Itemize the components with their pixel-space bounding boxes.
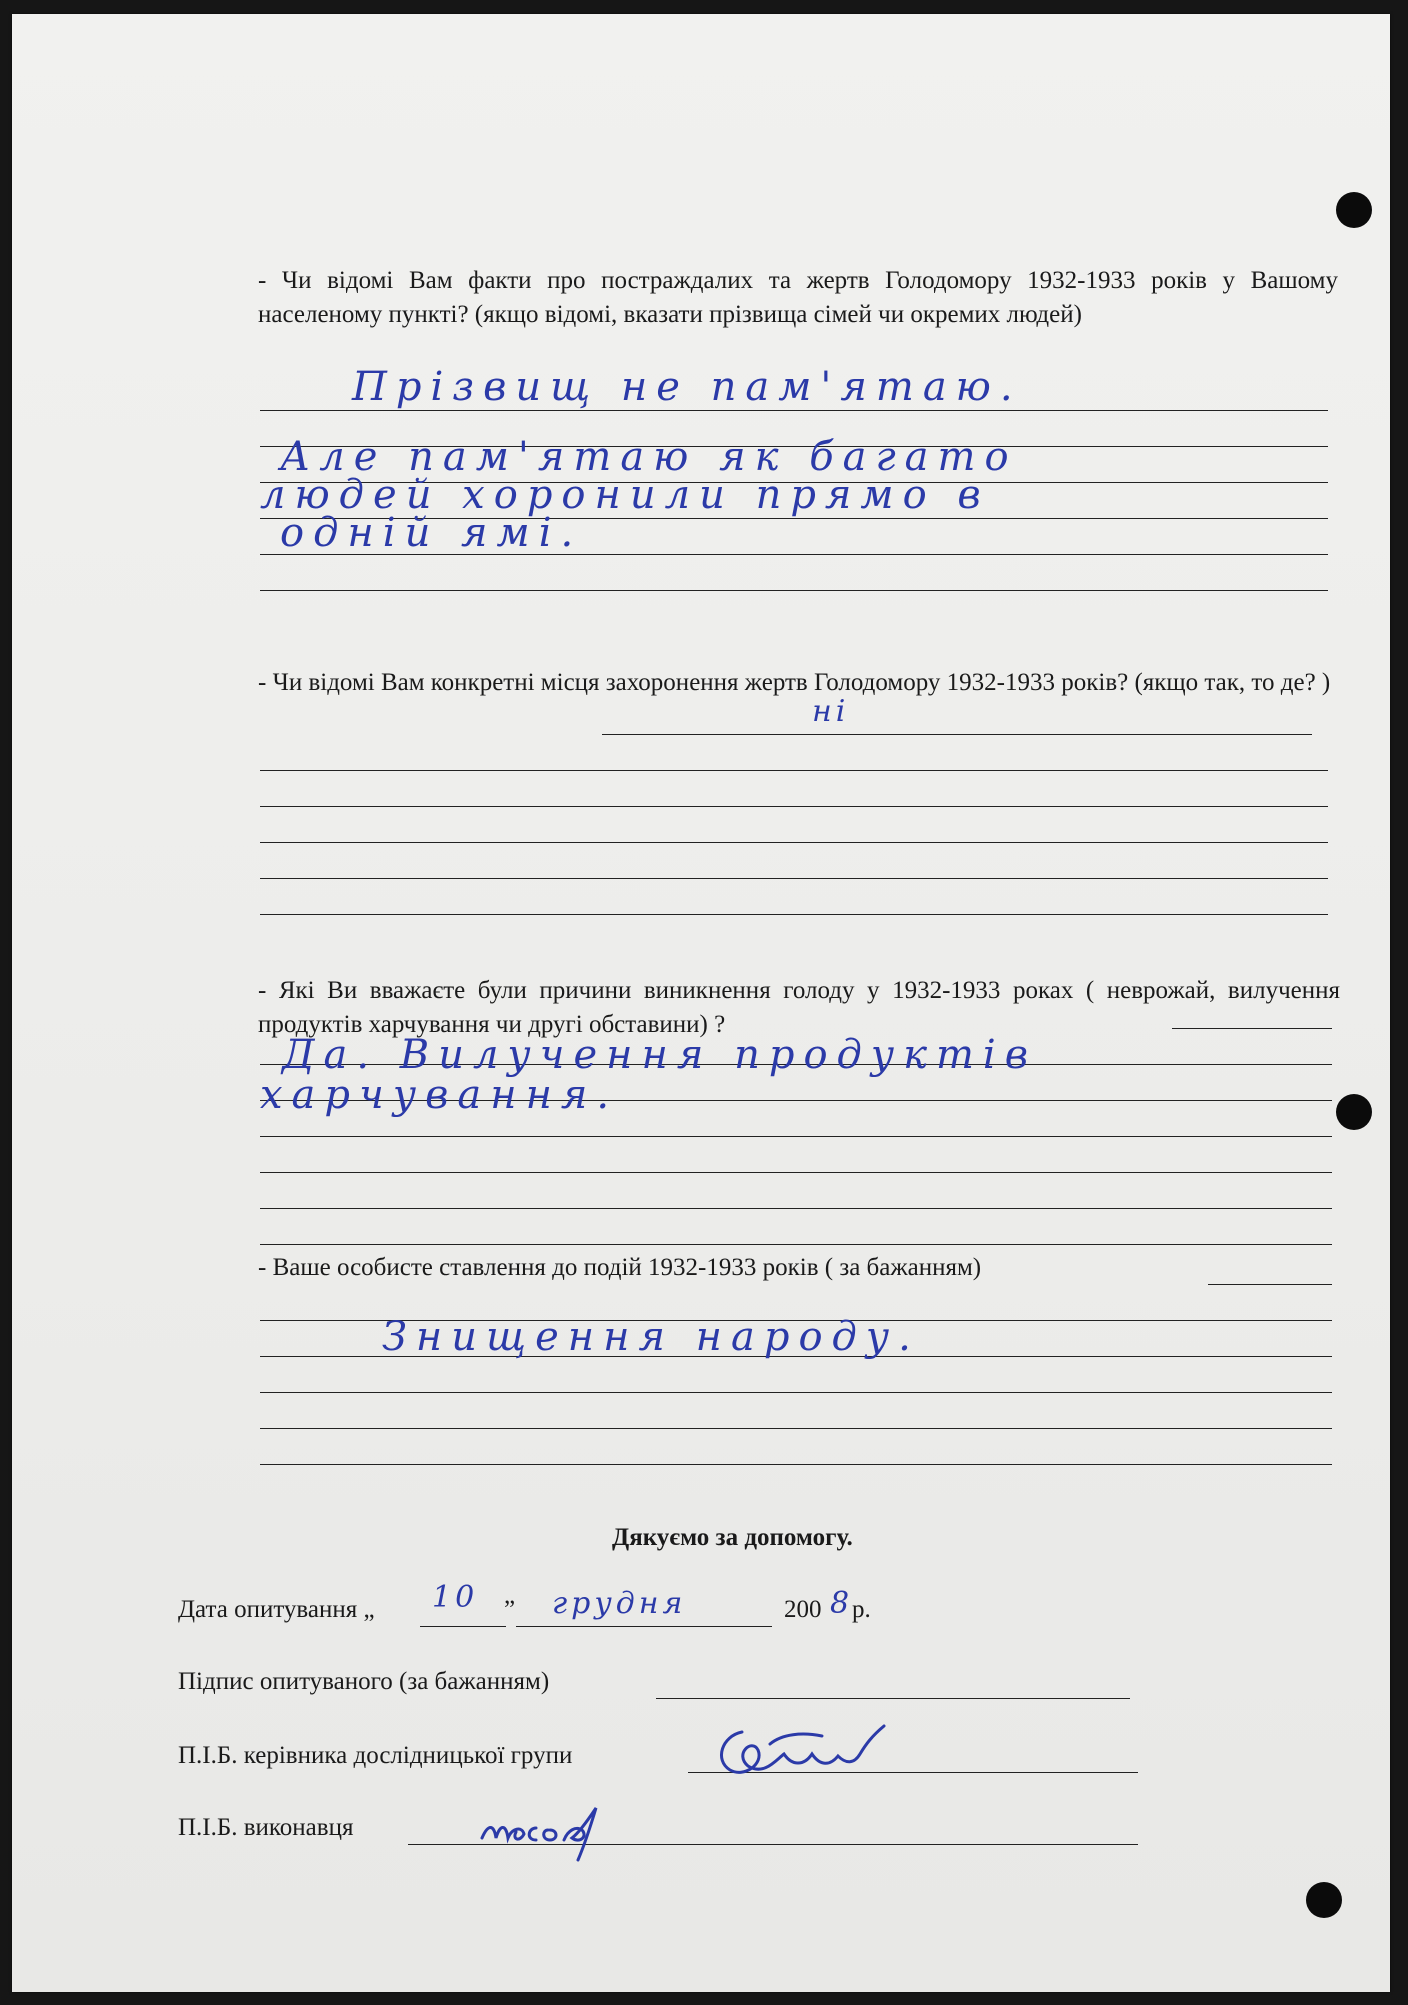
answer-line xyxy=(260,1136,1332,1137)
answer-line xyxy=(260,1208,1332,1209)
year-prefix: 200 xyxy=(784,1596,822,1623)
question-2-text: - Чи відомі Вам конкретні місця захоронення жертв Голодомору 1932-1933 років? (якщо так, то де? ) xyxy=(258,669,1331,696)
date-month-line xyxy=(516,1626,772,1627)
answer-line xyxy=(260,1392,1332,1393)
question-3-text: - Які Ви вважаєте були причини виникнення голоду у 1932-1933 роках ( неврожай, вилучення продуктів харчування чи другі обставини) ? xyxy=(258,977,1340,1038)
answer-line xyxy=(260,410,1328,411)
year-digit: 8 xyxy=(830,1586,854,1621)
answer-line xyxy=(260,806,1328,807)
signature-line xyxy=(656,1698,1130,1699)
handwritten-answer-3-line-2: харчування. xyxy=(260,1072,619,1118)
answer-line xyxy=(260,878,1328,879)
date-month: грудня xyxy=(552,1586,687,1621)
answer-line xyxy=(1208,1284,1332,1285)
handwritten-answer-4: Знищення народу. xyxy=(382,1314,920,1360)
answer-line xyxy=(260,770,1328,771)
handwritten-answer-3-line-1: Да. Вилучення продуктів xyxy=(282,1032,1037,1078)
punch-hole-middle xyxy=(1336,1094,1372,1130)
signature-label: Підпис опитуваного (за бажанням) xyxy=(178,1668,550,1695)
answer-line xyxy=(260,914,1328,915)
answer-line xyxy=(260,590,1328,591)
question-4-text: - Ваше особисте ставлення до подій 1932-1933 років ( за бажанням) xyxy=(258,1254,982,1281)
punch-hole-bottom xyxy=(1306,1882,1342,1918)
date-day-line xyxy=(420,1626,506,1627)
executor-signature xyxy=(472,1794,652,1864)
executor-label: П.І.Б. виконавця xyxy=(178,1814,354,1841)
handwritten-answer-1-line-1: Прізвищ не пам'ятаю. xyxy=(352,364,1022,410)
date-close-quote: ” xyxy=(504,1596,516,1623)
punch-hole-top xyxy=(1336,192,1372,228)
handwritten-answer-1-line-3: людей хоронили прямо в xyxy=(260,472,990,518)
thanks-heading: Дякуємо за допомогу. xyxy=(612,1524,853,1551)
leader-label: П.І.Б. керівника дослідницької групи xyxy=(178,1742,573,1769)
answer-line xyxy=(260,842,1328,843)
handwritten-answer-1-line-2: Але пам'ятаю як багато xyxy=(280,434,1018,480)
handwritten-answer-2: ні xyxy=(812,694,850,729)
questionnaire-sheet xyxy=(12,14,1390,1992)
answer-line xyxy=(260,1244,1332,1245)
question-1-text: - Чи відомі Вам факти про постраждалих та жертв Голодомору 1932-1933 років у Вашому населеному пункті? (якщо відомі, вказати прізвища сімей чи окремих людей) xyxy=(258,267,1338,328)
answer-line xyxy=(260,1172,1332,1173)
answer-line xyxy=(1172,1028,1332,1029)
answer-line xyxy=(260,1428,1332,1429)
date-day: 10 xyxy=(432,1580,479,1615)
date-label: Дата опитування „ xyxy=(178,1596,375,1623)
handwritten-answer-1-line-4: одній ямі. xyxy=(280,510,583,556)
answer-line xyxy=(602,734,1312,735)
leader-signature xyxy=(712,1714,912,1784)
answer-line xyxy=(260,1464,1332,1465)
year-suffix: р. xyxy=(852,1596,871,1623)
